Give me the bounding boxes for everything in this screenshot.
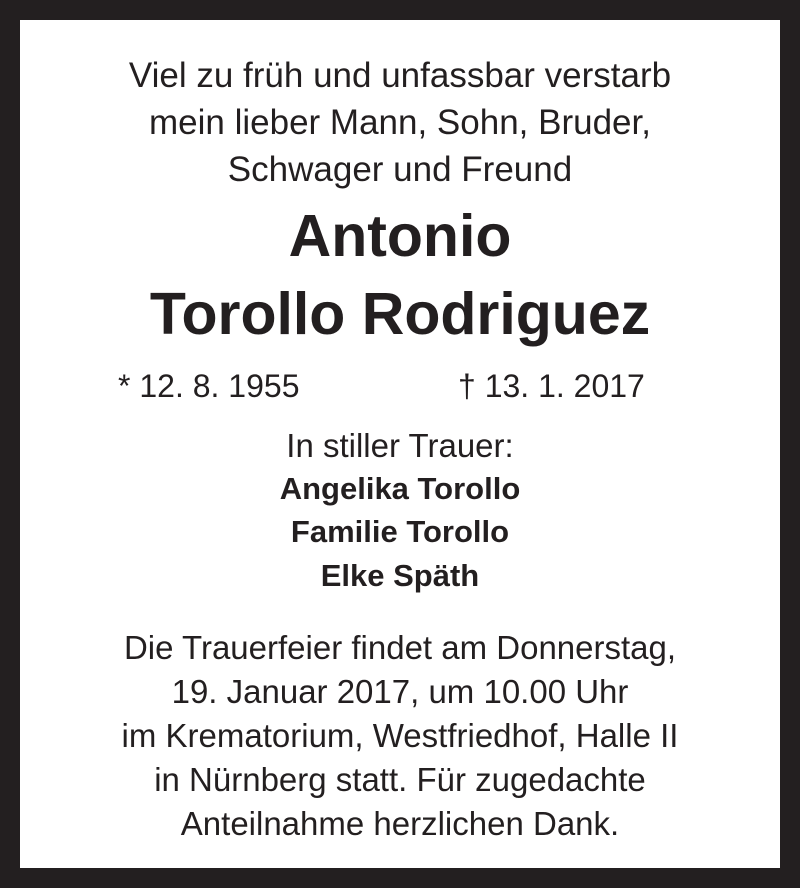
deceased-surname: Torollo Rodriguez [149,281,651,347]
intro-line: mein lieber Mann, Sohn, Bruder, [149,103,651,142]
funeral-notice-line: in Nürnberg statt. Für zugedachte [154,761,646,798]
mourner-name: Familie Torollo [290,514,510,549]
funeral-notice-line: 19. Januar 2017, um 10.00 Uhr [171,673,629,710]
intro-line: Schwager und Freund [227,150,573,189]
birth-date: * 12. 8. 1955 [118,368,300,404]
mourning-heading: In stiller Trauer: [286,427,514,464]
funeral-notice-line: Die Trauerfeier findet am Donnerstag, [123,629,677,666]
death-date: † 13. 1. 2017 [458,368,645,404]
deceased-first-name: Antonio [288,203,512,269]
mourner-name: Elke Späth [320,558,480,593]
life-dates [20,366,780,406]
intro-line: Viel zu früh und unfassbar verstarb [128,56,672,95]
mourner-name: Angelika Torollo [279,471,521,506]
funeral-notice-line: im Krematorium, Westfriedhof, Halle II [121,717,679,754]
funeral-notice-line: Anteilnahme herzlichen Dank. [180,805,620,842]
